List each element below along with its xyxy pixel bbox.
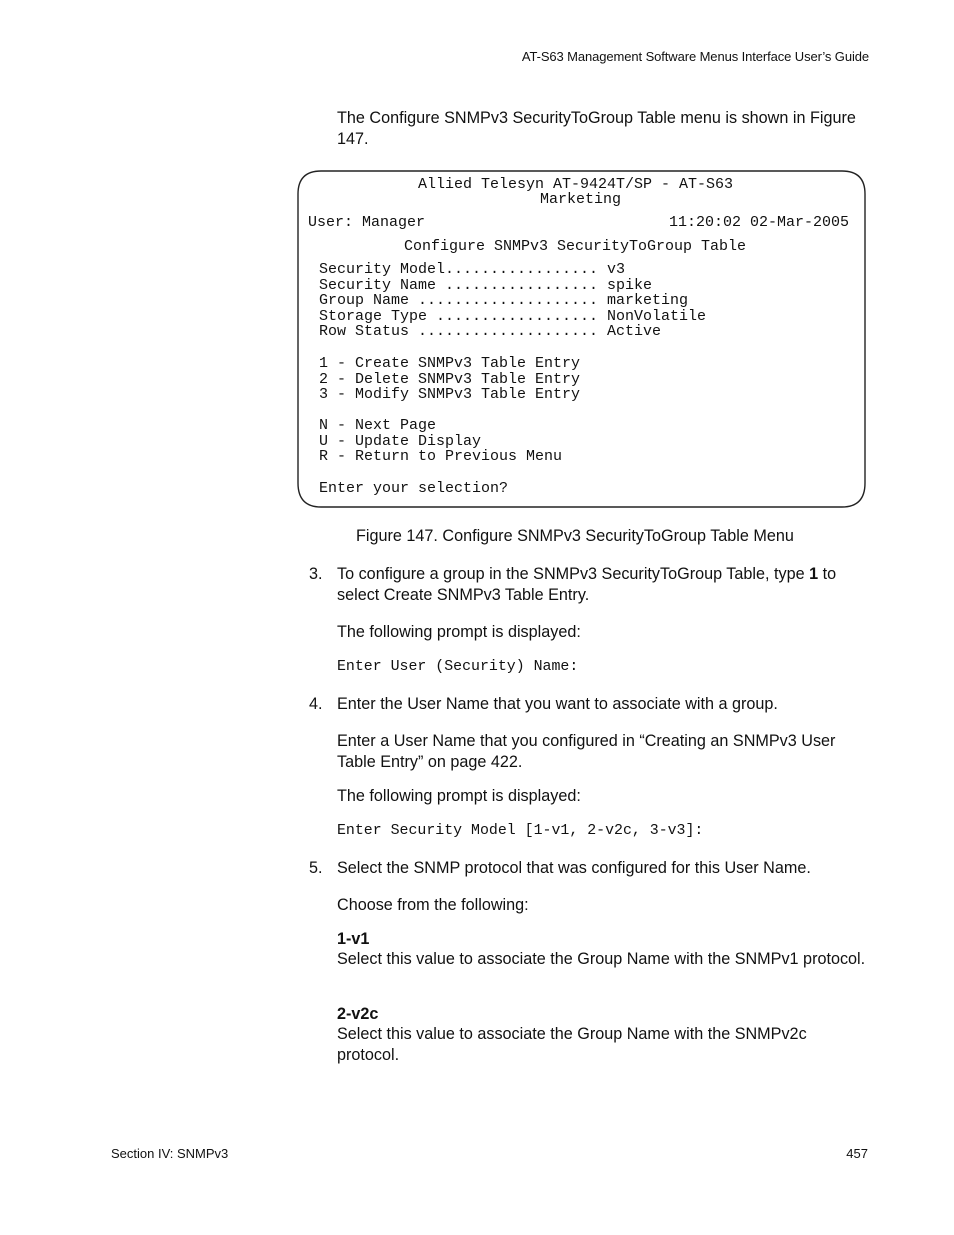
menu-option-update-display[interactable]: U - Update Display [319, 432, 482, 450]
footer-section: Section IV: SNMPv3 [111, 1146, 229, 1161]
option-title: 2-v2c [337, 1005, 379, 1023]
prompt-label: The following prompt is displayed: [337, 787, 581, 805]
prompt-code: Enter User (Security) Name: [337, 659, 579, 675]
step-number: 3. [309, 565, 323, 583]
terminal-title: Allied Telesyn AT-9424T/SP - AT-S63 [418, 176, 734, 193]
step-number: 4. [309, 695, 323, 713]
menu-option-delete[interactable]: 2 - Delete SNMPv3 Table Entry [319, 370, 581, 388]
prompt-label: The following prompt is displayed: [337, 623, 581, 641]
option-description: Select this value to associate the Group Name with the SNMPv1 protocol. [337, 950, 866, 968]
terminal-subtitle: Marketing [540, 191, 622, 208]
menu-option-create[interactable]: 1 - Create SNMPv3 Table Entry [319, 355, 581, 372]
terminal-field-row: Security Model................. v3 [319, 261, 626, 278]
step-5-text: Select the SNMP protocol that was configured for this User Name. [337, 859, 811, 877]
terminal-field-row: Group Name .................... marketing [319, 292, 689, 309]
terminal-field-row: Security Name ................. spike [319, 276, 653, 294]
page-number: 457 [846, 1146, 868, 1161]
step-4-text: Enter the User Name that you want to associate with a group. [337, 695, 778, 713]
terminal-prompt[interactable]: Enter your selection? [319, 480, 509, 497]
running-header: AT-S63 Management Software Menus Interface User’s Guide [521, 49, 869, 64]
terminal-datetime: 11:20:02 02-Mar-2005 [669, 214, 850, 231]
terminal-menu-title: Configure SNMPv3 SecurityToGroup Table [404, 238, 747, 255]
menu-option-next-page[interactable]: N - Next Page [319, 417, 437, 434]
terminal-field-row: Storage Type .................. NonVolatile [319, 307, 707, 325]
step-4-detail: Enter a User Name that you configured in “Creating an SNMPv3 User Table Entry” on page 422. [337, 732, 836, 771]
menu-option-modify[interactable]: 3 - Modify SNMPv3 Table Entry [319, 386, 581, 403]
terminal-field-row: Row Status .................... Active [319, 323, 662, 340]
terminal-screen [297, 170, 867, 510]
step-number: 5. [309, 859, 323, 877]
prompt-code: Enter Security Model [1-v1, 2-v2c, 3-v3]: [337, 823, 704, 839]
step-3-text: To configure a group in the SNMPv3 SecurityToGroup Table, type 1 to select Create SNMPv3 Table Entry. [337, 565, 837, 604]
terminal-user: User: Manager [308, 214, 426, 231]
choose-text: Choose from the following: [337, 896, 529, 914]
figure-caption: Figure 147. Configure SNMPv3 SecurityToGroup Table Menu [356, 527, 794, 545]
intro-paragraph: The Configure SNMPv3 SecurityToGroup Table menu is shown in Figure 147. [337, 109, 856, 148]
option-description: Select this value to associate the Group Name with the SNMPv2c protocol. [337, 1025, 807, 1064]
menu-option-return[interactable]: R - Return to Previous Menu [319, 448, 563, 465]
option-title: 1-v1 [337, 930, 370, 948]
